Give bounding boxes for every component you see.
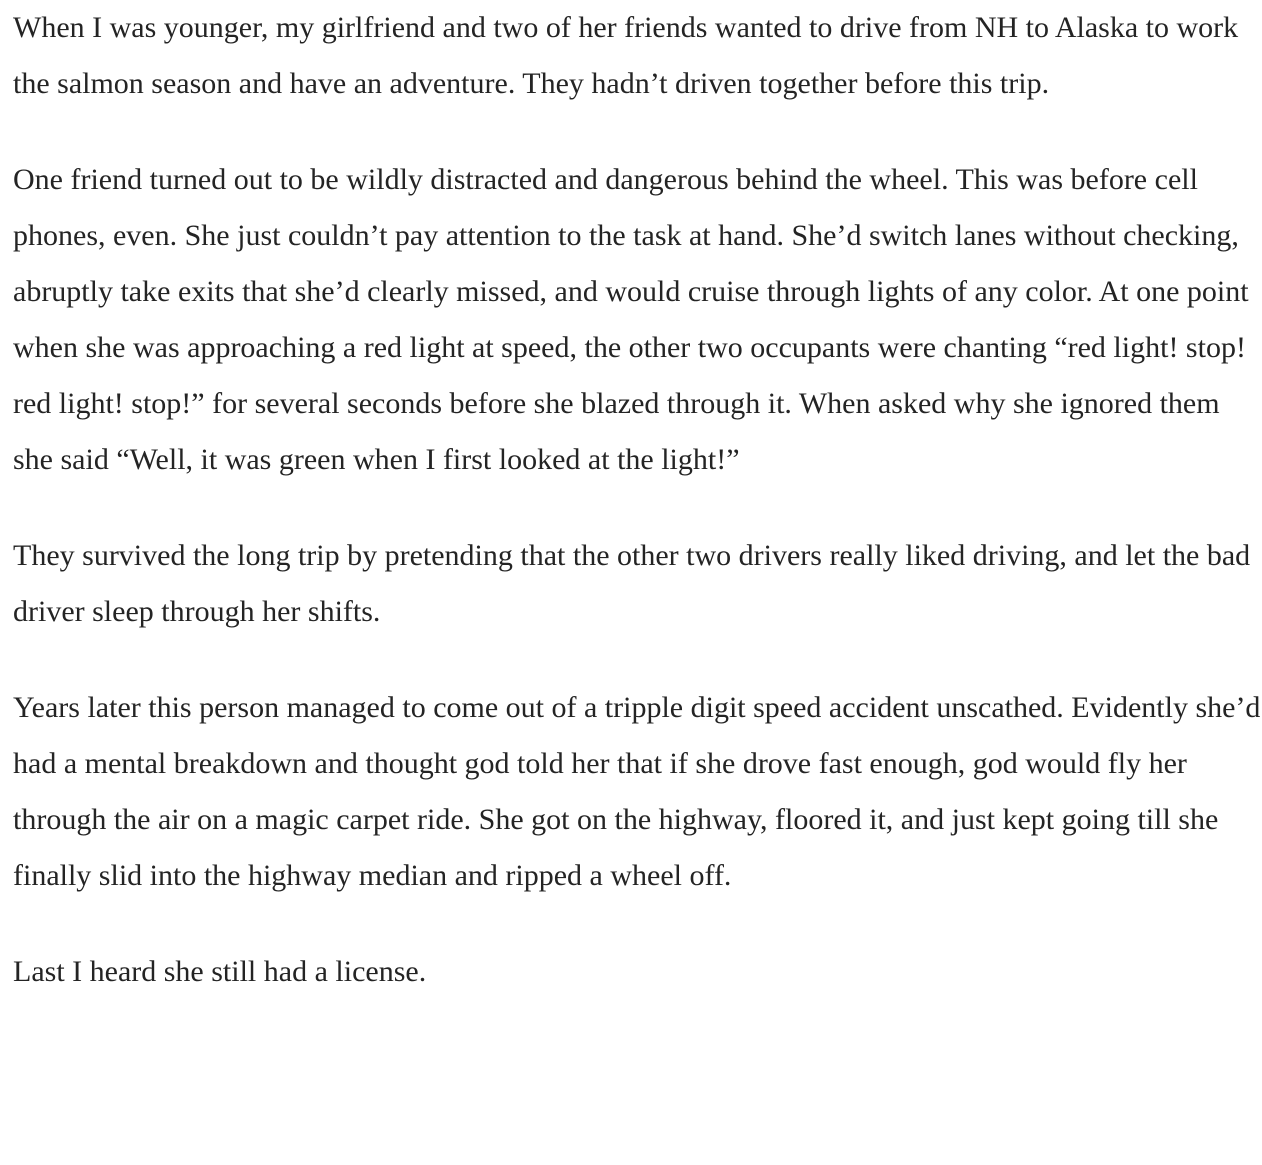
paragraph-3: They survived the long trip by pretending that the other two drivers really liked driving, and let the bad driver sleep through her shifts. [13, 539, 1251, 628]
paragraph-5: Last I heard she still had a license. [13, 955, 427, 988]
paragraph-4: Years later this person managed to come out of a tripple digit speed accident unscathed. Evidently she’d had a mental breakdown and thought god told her that if she drove fast enough, god would fly her through the air on a magic carpet ride. She got on the highway, floored it, and just kept going till she finally slid into the highway median and ripped a wheel off. [13, 691, 1261, 892]
paragraph-2: One friend turned out to be wildly distracted and dangerous behind the wheel. This was before cell phones, even. She just couldn’t pay attention to the task at hand. She’d switch lanes without checking, abruptly take exits that she’d clearly missed, and would cruise through lights of any color. At one point when she was approaching a red light at speed, the other two occupants were chanting “red light! stop! red light! stop!” for several seconds before she blazed through it. When asked why she ignored them she said “Well, it was green when I first looked at the light!” [13, 163, 1249, 476]
paragraph-1: When I was younger, my girlfriend and two of her friends wanted to drive from NH to Alaska to work the salmon season and have an adventure. They hadn’t driven together before this trip. [13, 11, 1239, 100]
